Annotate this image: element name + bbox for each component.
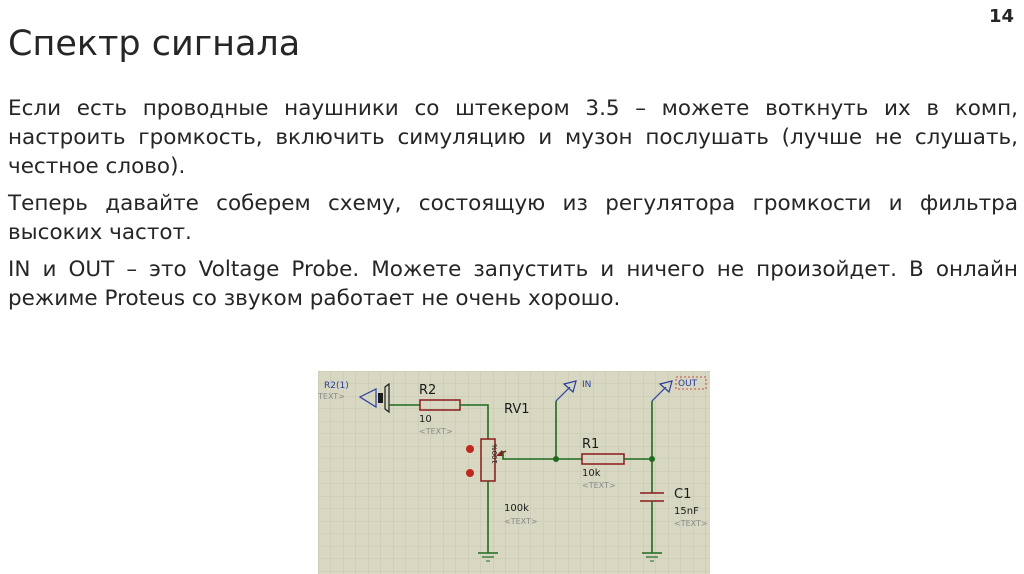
c1-name: C1 [674,487,692,502]
paragraph-voltage-probe: IN и OUT – это Voltage Probe. Можете запустить и ничего не произойдет. В онлайн режиме Proteus со звуком работает не очень хорошо. [8,257,1018,311]
speaker-text-placeholder: TEXT> [318,392,345,401]
r2-text-placeholder: <TEXT> [419,427,453,436]
c1-text-placeholder: <TEXT> [674,519,708,528]
r2-name: R2 [419,383,437,398]
paragraph-headphones: Если есть проводные наушники со штекером 3.5 – можете воткнуть их в комп, настроить громкость, включить симуляцию и музон послушать (лучше не слушать, честное слово). [8,96,1018,179]
circuit-schematic [318,371,710,574]
r1-name: R1 [582,437,600,452]
rv1-text-placeholder: <TEXT> [504,517,538,526]
page-number: 14 [988,6,1014,27]
rv1-value: 100k [504,503,529,514]
pin-dot-top [466,445,474,453]
speaker-label: R2(1) [324,381,349,391]
r1-value: 10k [582,468,601,479]
paragraph-assemble-circuit: Теперь давайте соберем схему, состоящую из регулятора громкости и фильтра высоких частот. [8,191,1018,245]
c1-value: 15nF [674,506,699,517]
probe-out-label: OUT [678,379,698,389]
probe-in-label: IN [582,380,592,390]
pin-dot-bottom [466,469,474,477]
slide-title: Спектр сигнала [8,24,301,64]
r1-text-placeholder: <TEXT> [582,481,616,490]
rv1-percent: 100% [491,443,499,464]
body-text [8,94,1018,321]
r2-value: 10 [419,414,432,425]
schematic-svg [318,371,710,574]
rv1-name: RV1 [504,402,530,417]
